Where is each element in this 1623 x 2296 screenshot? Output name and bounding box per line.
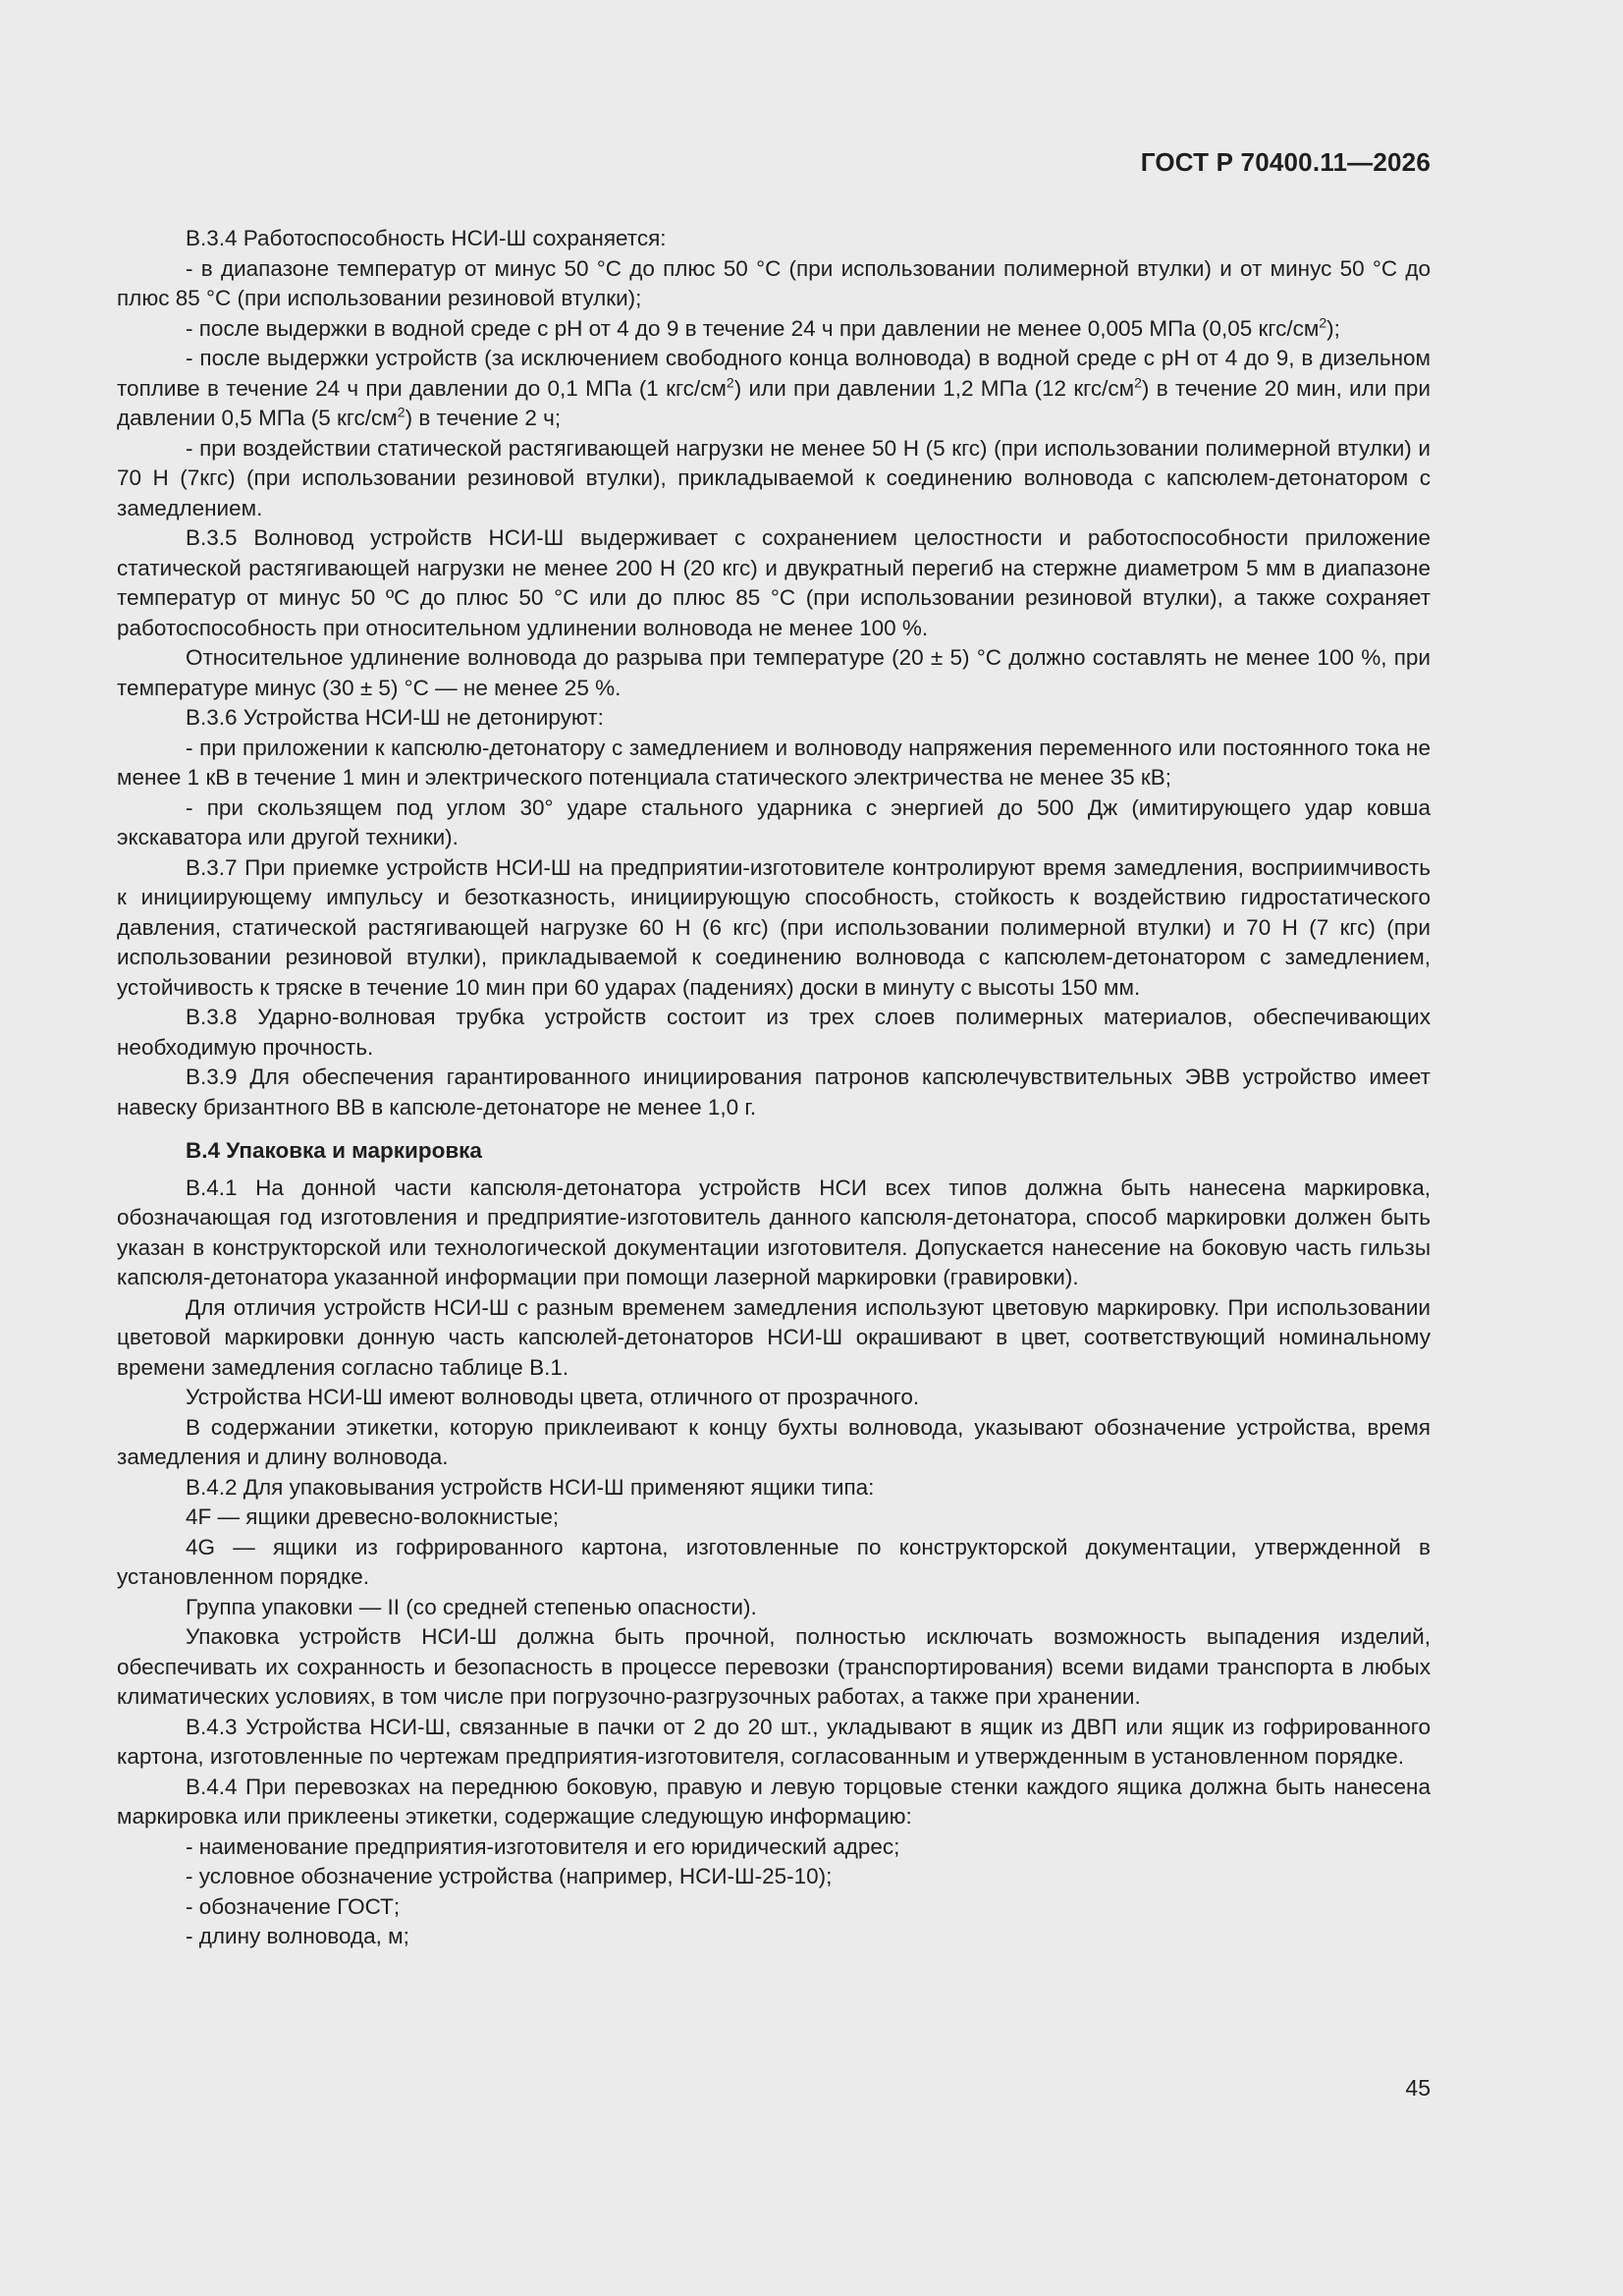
superscript: 2 (397, 404, 406, 420)
paragraph-b38: В.3.8 Ударно-волновая трубка устройств состоит из трех слоев полимерных материалов, обеспечивающих необходимую прочность. (117, 1005, 1431, 1060)
paragraph-b35-2: Относительное удлинение волновода до разрыва при температуре (20 ± 5) °С должно составлять не менее 100 %, при температуре минус (30 ± 5) °С — не менее 25 %. (117, 645, 1431, 700)
paragraph-b42: В.4.2 Для упаковывания устройств НСИ-Ш применяют ящики типа: (186, 1474, 875, 1500)
list-item-b44-2: - условное обозначение устройства (например, НСИ-Ш-25-10); (186, 1864, 833, 1888)
list-item-b42-1: 4F — ящики древесно-волокнистые; (186, 1504, 560, 1529)
paragraph-b37: В.3.7 При приемке устройств НСИ-Ш на предприятии-изготовителе контролируют время замедления, восприимчивость к инициирующему импульсу и безотказность, инициирующую способность, стойкость к воздействию гидростатического давления, статической растягивающей нагрузке 60 Н (6 кгс) (при использовании полимерной втулки) и 70 Н (7 кгс) (при использовании резиновой втулки), прикладываемой к соединению волновода с капсюлем-детонатором с замедлением, устойчивость к тряске в течение 10 мин при 60 ударах (падениях) доски в минуту с высоты 150 мм. (117, 854, 1431, 1000)
text-run: ) в течение 2 ч; (405, 406, 562, 430)
paragraph-b35: В.3.5 Волновод устройств НСИ-Ш выдерживает с сохранением целостности и работоспособности приложение статической растягивающей нагрузки не менее 200 Н (20 кгс) и двукратный перегиб на стержне диаметром 5 мм в диапазоне температур от минус 50 ºС до плюс 50 °С или до плюс 85 °С (при использовании резиновой втулки), а также сохраняет работоспособность при относительном удлинении волновода не менее 100 %. (117, 525, 1431, 640)
list-item-b34-3 (117, 344, 1431, 434)
paragraph-b42-3: Группа упаковки — II (со средней степенью опасности). (186, 1594, 757, 1619)
list-item-b34-4: - при воздействии статической растягивающей нагрузки не менее 50 Н (5 кгс) (при использовании полимерной втулки) и 70 Н (7кгс) (при использовании резиновой втулки), прикладываемой к соединению волновода с капсюлем-детонатором с замедлением. (117, 435, 1431, 520)
section-heading-b4: В.4 Упаковка и маркировка (186, 1138, 482, 1163)
paragraph-b34: В.3.4 Работоспособность НСИ-Ш сохраняется: (186, 226, 667, 250)
list-item-b44-4: - длину волновода, м; (186, 1924, 409, 1948)
paragraph-b36: В.3.6 Устройства НСИ-Ш не детонируют: (186, 705, 604, 730)
superscript: 2 (1319, 314, 1327, 330)
list-item-b44-1: - наименование предприятия-изготовителя и его юридический адрес; (186, 1833, 900, 1859)
paragraph-b41-2: Для отличия устройств НСИ-Ш с разным временем замедления используют цветовую маркировку. При использовании цветовой маркировки донную часть капсюлей-детонаторов НСИ-Ш окрашивают в цвет, соответствующий номинальному времени замедления согласно таблице В.1. (117, 1294, 1431, 1380)
paragraph-b44: В.4.4 При перевозках на переднюю боковую, правую и левую торцовые стенки каждого ящика должна быть нанесена маркировка или приклеены этикетки, содержащие следующую информацию: (117, 1774, 1431, 1829)
text-run: ) в течение 20 мин, или при давлении 0,5 МПа (5 кгс/см (117, 375, 1431, 430)
paragraph-b41-3: Устройства НСИ-Ш имеют волноводы цвета, отличного от прозрачного. (186, 1385, 920, 1409)
list-item-b36-1: - при приложении к капсюлю-детонатору с замедлением и волноводу напряжения переменного или постоянного тока не менее 1 кВ в течение 1 мин и электрического потенциала статического электричества не менее 35 кВ; (117, 735, 1431, 790)
text-run: ); (1326, 315, 1340, 341)
paragraph-b39: В.3.9 Для обеспечения гарантированного инициирования патронов капсюлечувствительных ЭВВ устройство имеет навеску бризантного ВВ в капсюле-детонаторе не менее 1,0 г. (117, 1065, 1431, 1120)
superscript: 2 (726, 374, 734, 390)
standard-code-header: ГОСТ Р 70400.11—2026 (1140, 147, 1431, 177)
text-run: - после выдержки в водной среде с рН от 4 до 9 в течение 24 ч при давлении не менее 0,005 МПа (0,05 кгс/см (186, 315, 1320, 341)
list-item-b36-2: - при скользящем под углом 30° ударе стального ударника с энергией до 500 Дж (имитирующего удар ковша экскаватора или другой техники). (117, 794, 1431, 849)
text-run: ) или при давлении 1,2 МПа (12 кгс/см (733, 375, 1135, 401)
list-item-b44-3: - обозначение ГОСТ; (186, 1893, 401, 1919)
list-item-b42-2: 4G — ящики из гофрированного картона, изготовленные по конструкторской документации, утвержденной в установленном порядке. (117, 1534, 1431, 1589)
paragraph-b43: В.4.3 Устройства НСИ-Ш, связанные в пачки от 2 до 20 шт., укладывают в ящик из ДВП или ящик из гофрированного картона, изготовленные по чертежам предприятия-изготовителя, согласованным и утвержденным в установленном порядке. (117, 1714, 1431, 1769)
paragraph-b42-4: Упаковка устройств НСИ-Ш должна быть прочной, полностью исключать возможность выпадения изделий, обеспечивать их сохранность и безопасность в процессе перевозки (транспортирования) всеми видами транспорта в любых климатических условиях, в том числе при погрузочно-разгрузочных работах, а также при хранении. (117, 1624, 1431, 1709)
list-item-b34-1: - в диапазоне температур от минус 50 °С до плюс 50 °С (при использовании полимерной втулки) и от минус 50 °С до плюс 85 °С (при использовании резиновой втулки); (117, 255, 1431, 310)
superscript: 2 (1134, 374, 1142, 390)
document-body (117, 224, 1431, 1952)
paragraph-b41: В.4.1 На донной части капсюля-детонатора устройств НСИ всех типов должна быть нанесена маркировка, обозначающая год изготовления и предприятие-изготовитель данного капсюля-детонатора, способ маркировки должен быть указан в конструкторской или технологической документации изготовителя. Допускается нанесение на боковую часть гильзы капсюля-детонатора указанной информации при помощи лазерной маркировки (гравировки). (117, 1175, 1431, 1289)
paragraph-b41-4: В содержании этикетки, которую приклеивают к концу бухты волновода, указывают обозначение устройства, время замедления и длину волновода. (117, 1414, 1431, 1469)
list-item-b34-2 (117, 314, 1431, 345)
text-run: - после выдержки устройств (за исключением свободного конца волновода) в водной среде с рН от 4 до 9, в дизельном топливе в течение 24 ч при давлении до 0,1 МПа (1 кгс/см (117, 346, 1431, 401)
page-number: 45 (1405, 2075, 1431, 2101)
